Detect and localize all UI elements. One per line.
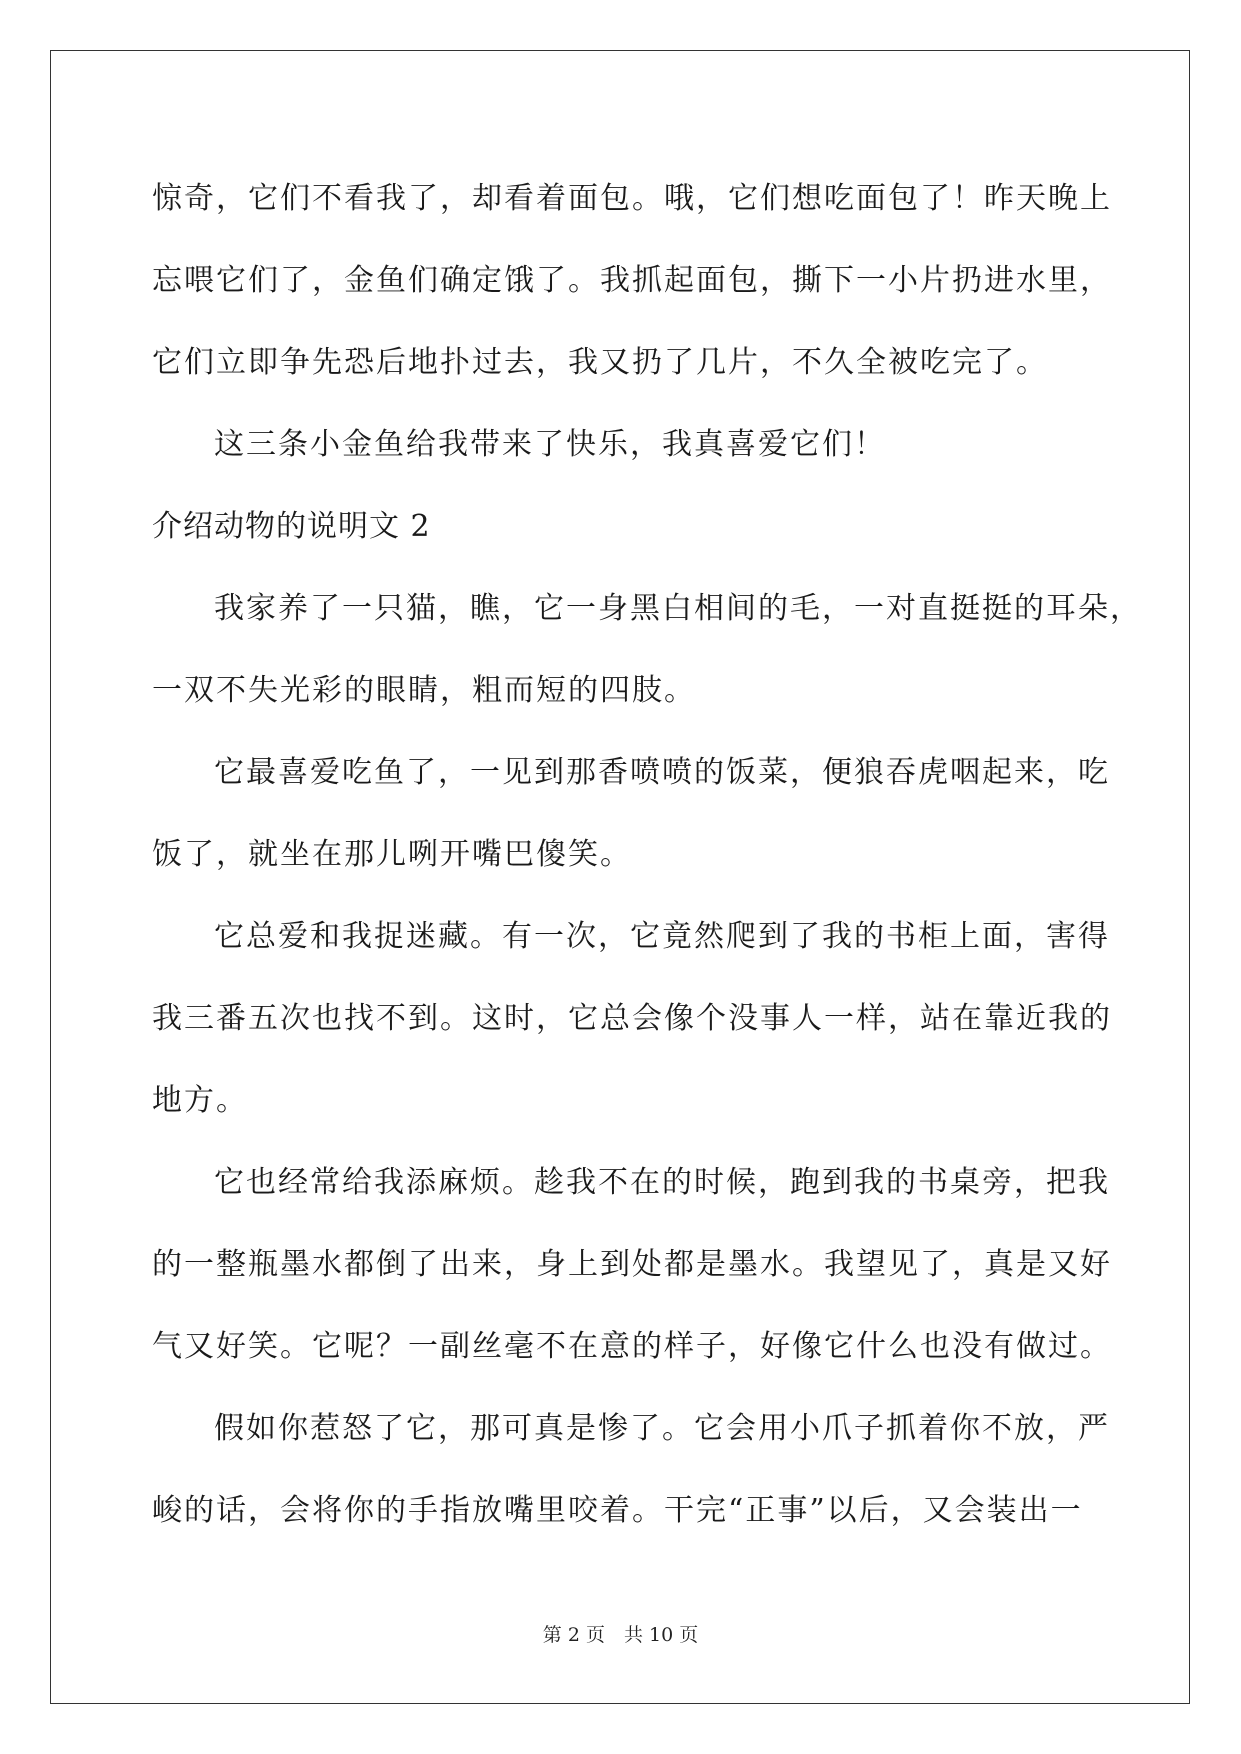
text-line: 假如你惹怒了它，那可真是惨了。它会用小爪子抓着你不放，严	[214, 1411, 1110, 1446]
text-line: 我家养了一只猫，瞧，它一身黑白相间的毛，一对直挺挺的耳朵，	[214, 591, 1142, 626]
page-footer	[0, 1620, 1241, 1647]
text-line: 它也经常给我添麻烦。趁我不在的时候，跑到我的书桌旁，把我	[214, 1165, 1110, 1200]
text-line: 它总爱和我捉迷藏。有一次，它竟然爬到了我的书柜上面，害得	[214, 919, 1110, 954]
page-number-label: 第 2 页 共 10 页	[542, 1624, 699, 1646]
text-line: 峻的话，会将你的手指放嘴里咬着。干完“正事”以后，又会装出一	[152, 1493, 1083, 1528]
text-line: 忘喂它们了，金鱼们确定饿了。我抓起面包，撕下一小片扔进水里，	[152, 263, 1112, 298]
text-line: 一双不失光彩的眼睛，粗而短的四肢。	[152, 673, 696, 708]
text-line: 气又好笑。它呢？一副丝毫不在意的样子，好像它什么也没有做过。	[152, 1329, 1112, 1364]
text-line: 它最喜爱吃鱼了，一见到那香喷喷的饭菜，便狼吞虎咽起来，吃	[214, 755, 1110, 790]
text-line: 惊奇，它们不看我了，却看着面包。哦，它们想吃面包了！昨天晚上	[152, 181, 1112, 216]
text-line: 我三番五次也找不到。这时，它总会像个没事人一样，站在靠近我的	[152, 1001, 1112, 1036]
text-line: 地方。	[152, 1083, 248, 1118]
text-line: 它们立即争先恐后地扑过去，我又扔了几片，不久全被吃完了。	[152, 345, 1048, 380]
text-line: 这三条小金鱼给我带来了快乐，我真喜爱它们！	[214, 427, 886, 462]
text-line: 的一整瓶墨水都倒了出来，身上到处都是墨水。我望见了，真是又好	[152, 1247, 1112, 1282]
section-heading: 介绍动物的说明文 2	[152, 509, 431, 544]
text-line: 饭了，就坐在那儿咧开嘴巴傻笑。	[152, 837, 632, 872]
document-body	[152, 158, 1142, 1552]
